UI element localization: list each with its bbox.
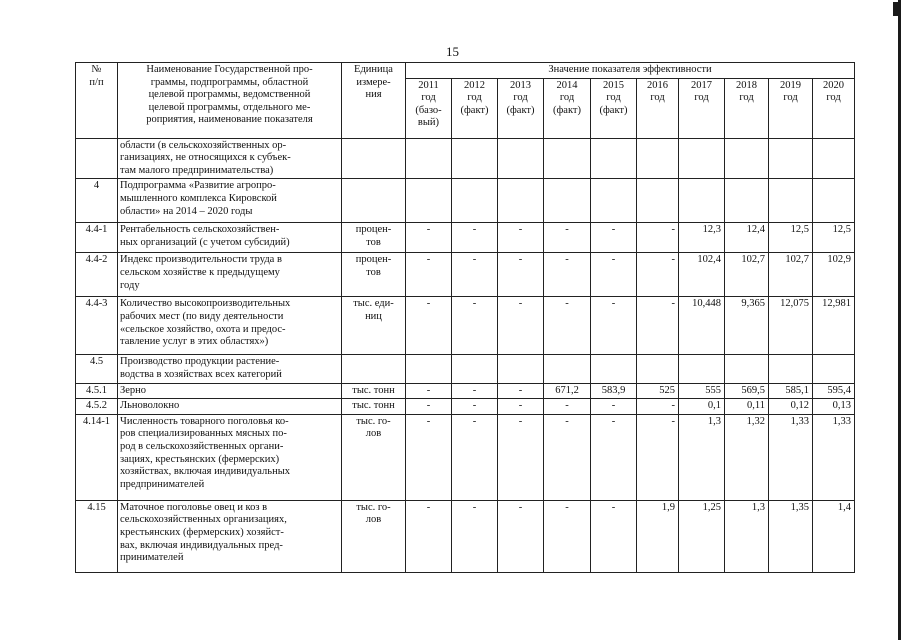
value-cell [679, 179, 725, 223]
value-cell: 1,4 [813, 500, 855, 572]
header-num: № п/п [76, 63, 118, 139]
value-cell: - [544, 414, 591, 500]
header-year: 2018 год [725, 78, 769, 138]
value-cell: - [544, 399, 591, 415]
row-number: 4.14-1 [76, 414, 118, 500]
value-cell: 583,9 [591, 383, 637, 399]
indicator-name: Рентабельность сельскохозяйствен- ных организаций (с учетом субсидий) [118, 223, 342, 253]
table-row [76, 414, 855, 500]
indicator-table [75, 62, 855, 573]
value-cell: - [406, 253, 452, 297]
value-cell [769, 138, 813, 179]
value-cell: 0,12 [769, 399, 813, 415]
table-row [76, 355, 855, 383]
row-number: 4 [76, 179, 118, 223]
value-cell: 555 [679, 383, 725, 399]
unit [342, 179, 406, 223]
value-cell [725, 355, 769, 383]
value-cell: - [452, 500, 498, 572]
value-cell: 671,2 [544, 383, 591, 399]
indicator-name: Маточное поголовье овец и коз в сельскохозяйственных организациях, крестьянских (фермерских) хозяйст- вах, включая индивидуальных пред- принимателей [118, 500, 342, 572]
header-year: 2012 год (факт) [452, 78, 498, 138]
value-cell: - [452, 297, 498, 355]
row-number: 4.5.1 [76, 383, 118, 399]
header-year: 2017 год [679, 78, 725, 138]
value-cell: 102,9 [813, 253, 855, 297]
value-cell: - [591, 500, 637, 572]
page-number: 15 [446, 44, 459, 59]
value-cell: - [406, 399, 452, 415]
value-cell: - [452, 414, 498, 500]
value-cell: - [637, 414, 679, 500]
value-cell [406, 138, 452, 179]
row-number: 4.4-3 [76, 297, 118, 355]
indicator-name: Производство продукции растение- водства в хозяйствах всех категорий [118, 355, 342, 383]
value-cell [544, 355, 591, 383]
header-name: Наименование Государственной про- граммы, подпрограммы, областной целевой программы, ведомственной целевой программы, отдельного ме- роприятия, наименование показателя [118, 63, 342, 139]
value-cell: - [637, 223, 679, 253]
value-cell: - [544, 500, 591, 572]
unit [342, 355, 406, 383]
value-cell: - [591, 297, 637, 355]
value-cell [769, 179, 813, 223]
header-year: 2011 год (базо- вый) [406, 78, 452, 138]
value-cell: - [591, 399, 637, 415]
value-cell: - [637, 399, 679, 415]
value-cell: 1,3 [679, 414, 725, 500]
value-cell: 12,5 [813, 223, 855, 253]
value-cell [591, 355, 637, 383]
header-year: 2020 год [813, 78, 855, 138]
indicator-name: Количество высокопроизводительных рабочих мест (по виду деятельности «сельское хозяйство, охота и предос- тавление услуг в этих областях») [118, 297, 342, 355]
value-cell: 595,4 [813, 383, 855, 399]
table-row [76, 500, 855, 572]
indicator-name: Численность товарного поголовья ко- ров специализированных мясных по- род в сельскохозяйственных органи- зациях, крестьянских (фермерских) хозяйствах, включая индивидуальных предпринимателей [118, 414, 342, 500]
value-cell [544, 138, 591, 179]
header-year: 2019 год [769, 78, 813, 138]
value-cell: 9,365 [725, 297, 769, 355]
row-number: 4.4-2 [76, 253, 118, 297]
value-cell: - [406, 297, 452, 355]
value-cell: - [498, 414, 544, 500]
value-cell: 12,4 [725, 223, 769, 253]
header-year: 2016 год [637, 78, 679, 138]
indicator-name: Подпрограмма «Развитие агропро- мышленного комплекса Кировской области» на 2014 – 2020 годы [118, 179, 342, 223]
value-cell [725, 138, 769, 179]
value-cell [591, 138, 637, 179]
value-cell: - [591, 414, 637, 500]
header-year: 2013 год (факт) [498, 78, 544, 138]
value-cell: - [452, 399, 498, 415]
value-cell [406, 179, 452, 223]
value-cell: 569,5 [725, 383, 769, 399]
unit: процен- тов [342, 223, 406, 253]
value-cell [406, 355, 452, 383]
value-cell: - [544, 253, 591, 297]
table-row [76, 399, 855, 415]
value-cell: 1,35 [769, 500, 813, 572]
value-cell: - [406, 500, 452, 572]
value-cell: - [498, 253, 544, 297]
value-cell: 12,3 [679, 223, 725, 253]
value-cell: 1,25 [679, 500, 725, 572]
value-cell: - [591, 223, 637, 253]
header-unit: Единица измере- ния [342, 63, 406, 139]
value-cell [452, 179, 498, 223]
value-cell [591, 179, 637, 223]
value-cell: 0,13 [813, 399, 855, 415]
indicator-name: Зерно [118, 383, 342, 399]
table-header [76, 63, 855, 139]
value-cell: 102,4 [679, 253, 725, 297]
value-cell [544, 179, 591, 223]
table-row [76, 253, 855, 297]
unit: тыс. го- лов [342, 500, 406, 572]
table-row [76, 179, 855, 223]
value-cell: - [452, 383, 498, 399]
value-cell: - [544, 297, 591, 355]
value-cell: - [406, 414, 452, 500]
unit: тыс. тонн [342, 399, 406, 415]
row-number: 4.15 [76, 500, 118, 572]
value-cell: 102,7 [769, 253, 813, 297]
header-year: 2015 год (факт) [591, 78, 637, 138]
value-cell [637, 179, 679, 223]
unit: тыс. тонн [342, 383, 406, 399]
value-cell [498, 179, 544, 223]
table-row [76, 297, 855, 355]
value-cell: 1,32 [725, 414, 769, 500]
value-cell: - [452, 253, 498, 297]
value-cell [679, 138, 725, 179]
value-cell: 0,1 [679, 399, 725, 415]
row-number: 4.5.2 [76, 399, 118, 415]
value-cell [498, 138, 544, 179]
value-cell: - [498, 297, 544, 355]
indicator-name: области (в сельскохозяйственных ор- ганизациях, не относящихся к субъек- там малого предпринимательства) [118, 138, 342, 179]
value-cell: - [498, 399, 544, 415]
value-cell: 12,5 [769, 223, 813, 253]
value-cell: - [637, 253, 679, 297]
value-cell: - [498, 500, 544, 572]
unit: тыс. еди- ниц [342, 297, 406, 355]
value-cell: 10,448 [679, 297, 725, 355]
value-cell [637, 355, 679, 383]
value-cell: 1,3 [725, 500, 769, 572]
table-row [76, 383, 855, 399]
value-cell: - [591, 253, 637, 297]
unit: тыс. го- лов [342, 414, 406, 500]
value-cell [498, 355, 544, 383]
row-number: 4.5 [76, 355, 118, 383]
indicator-name: Индекс производительности труда в сельском хозяйстве к предыдущему году [118, 253, 342, 297]
indicator-name: Льноволокно [118, 399, 342, 415]
value-cell: 12,981 [813, 297, 855, 355]
value-cell: 525 [637, 383, 679, 399]
value-cell: 1,33 [813, 414, 855, 500]
right-border-rule [898, 0, 901, 640]
value-cell [769, 355, 813, 383]
value-cell [679, 355, 725, 383]
header-year: 2014 год (факт) [544, 78, 591, 138]
value-cell: 12,075 [769, 297, 813, 355]
value-cell: 1,33 [769, 414, 813, 500]
header-values: Значение показателя эффективности [406, 63, 855, 79]
value-cell [813, 138, 855, 179]
unit: процен- тов [342, 253, 406, 297]
value-cell: - [498, 383, 544, 399]
value-cell: 585,1 [769, 383, 813, 399]
table-row [76, 223, 855, 253]
value-cell: - [406, 383, 452, 399]
table-row [76, 138, 855, 179]
value-cell: 0,11 [725, 399, 769, 415]
value-cell [452, 355, 498, 383]
unit [342, 138, 406, 179]
value-cell: - [498, 223, 544, 253]
value-cell: - [637, 297, 679, 355]
value-cell: - [452, 223, 498, 253]
value-cell [813, 179, 855, 223]
value-cell [452, 138, 498, 179]
table-body [76, 138, 855, 572]
value-cell: - [544, 223, 591, 253]
right-border-mark [893, 2, 901, 16]
row-number: 4.4-1 [76, 223, 118, 253]
value-cell: 1,9 [637, 500, 679, 572]
value-cell: 102,7 [725, 253, 769, 297]
value-cell [637, 138, 679, 179]
value-cell: - [406, 223, 452, 253]
value-cell [813, 355, 855, 383]
value-cell [725, 179, 769, 223]
row-number [76, 138, 118, 179]
